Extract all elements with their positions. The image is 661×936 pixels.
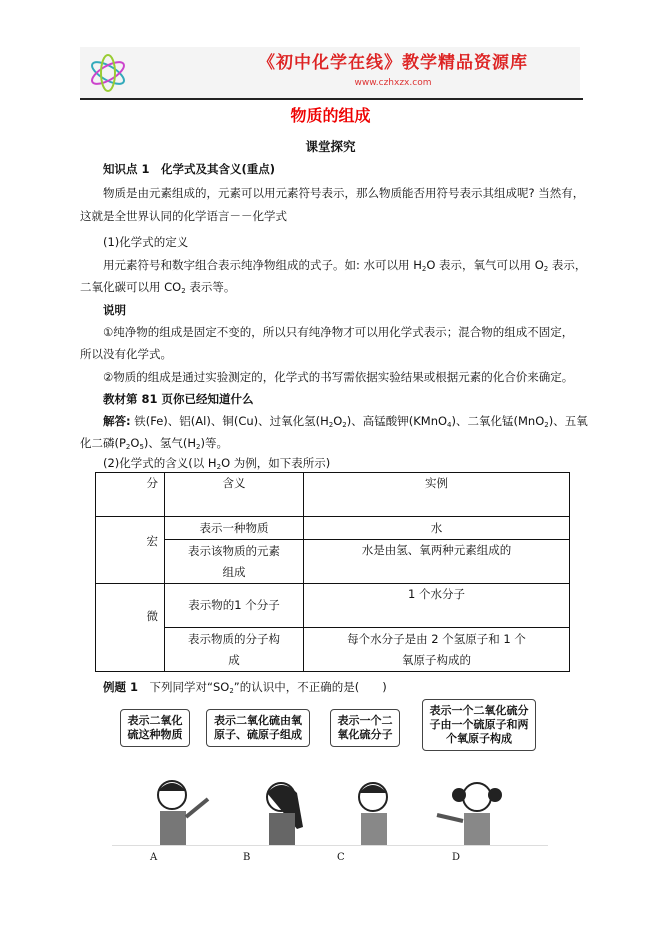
header-cell: 含义 [165,473,304,517]
speech-bubble-b: 表示二氧化硫由氧原子、硫原子组成 [206,709,310,747]
option-label-d: D [452,852,461,863]
student-b-figure [247,777,327,845]
header-divider [80,98,583,100]
formula-meaning-table [95,472,570,672]
table-header-row [96,473,570,517]
note-heading: 说明 [103,303,126,317]
header-cell: 实例 [304,473,570,517]
table-row [96,584,570,628]
speech-bubble-a: 表示二氧化硫这种物质 [120,709,190,747]
atom-logo-icon [86,51,130,95]
example-question: 例题 1 下列同学对“$SO_2$”的认识中，不正确的是( ) [103,680,387,695]
meaning-cell: 表示物的1 个分子 [165,584,304,628]
macro-cell: 宏 [96,517,165,584]
speech-bubble-d: 表示一个二氧化硫分子由一个硫原子和两个氧原子构成 [422,699,536,751]
paragraph-line: 这就是全世界认同的化学语言－－化学式 [80,209,287,223]
table-row [96,628,570,672]
example-cell: 水 [304,517,570,540]
header-cell: 分 [96,473,165,517]
page-title: 物质的组成 [290,106,371,125]
option-label-b: B [243,852,251,863]
answer-line: 化二磷$(P_2O_5)$、氢气$(H_2)$等。 [80,436,229,451]
paragraph-line: ②物质的组成是通过实验测定的，化学式的书写需依据实验结果或根据元素的化合价来确定。 [103,370,574,384]
meaning-cell: 表示一种物质 [165,517,304,540]
student-a-figure [142,777,222,845]
paragraph-line: 物质是由元素组成的，元素可以用元素符号表示，那么物质能否用符号表示其组成呢? 当然有， [103,186,585,200]
option-label-c: C [337,852,345,863]
subheading: (1)化学式的定义 [103,235,189,249]
header-banner [80,47,580,98]
speech-bubble-c: 表示一个二氧化硫分子 [330,709,400,747]
table-row [96,540,570,584]
paragraph-line: 二氧化碳可以用 $CO_2$ 表示等。 [80,280,236,295]
option-label-a: A [150,852,158,863]
paragraph-line: 用元素符号和数字组合表示纯净物组成的式子。如: 水可以用 $H_2O$ 表示，氧气可以用 $O_2$ 表示， [103,258,587,273]
student-c-figure [337,777,417,845]
meaning-cell: 表示该物质的元素组成 [165,540,304,584]
paragraph-line: ①纯净物的组成是固定不变的，所以只有纯净物才可以用化学式表示；混合物的组成不固定， [103,325,574,339]
answer-line: 解答: 铁(Fe)、铝(Al)、铜(Cu)、过氧化氢$(H_2O_2)$、高锰酸钾(KMnO$_4$)、二氧化锰(MnO$_2$)、五氧 [103,414,588,429]
section-title: 课堂探究 [305,139,356,154]
textbook-heading: 教材第 81 页你已经知道什么 [103,392,254,406]
brand-name: 《初中化学在线》教学精品资源库 [258,53,528,73]
student-d-figure [427,777,527,845]
example-cell: 每个水分子是由 2 个氢原子和 1 个氧原子构成的 [304,628,570,672]
meaning-cell: 表示物质的分子构成 [165,628,304,672]
example-cell: 1 个水分子 [304,584,570,628]
example-cell: 水是由氢、氧两种元素组成的 [304,540,570,584]
subheading: (2)化学式的含义(以 $H_2O$ 为例，如下表所示) [103,456,331,471]
paragraph-line: 所以没有化学式。 [80,347,172,361]
brand-url: www.czhxzx.com [354,78,432,88]
table-row [96,517,570,540]
illustration [112,697,548,846]
micro-cell: 微 [96,584,165,672]
knowledge-point-heading: 知识点 1 化学式及其含义(重点) [103,162,276,176]
